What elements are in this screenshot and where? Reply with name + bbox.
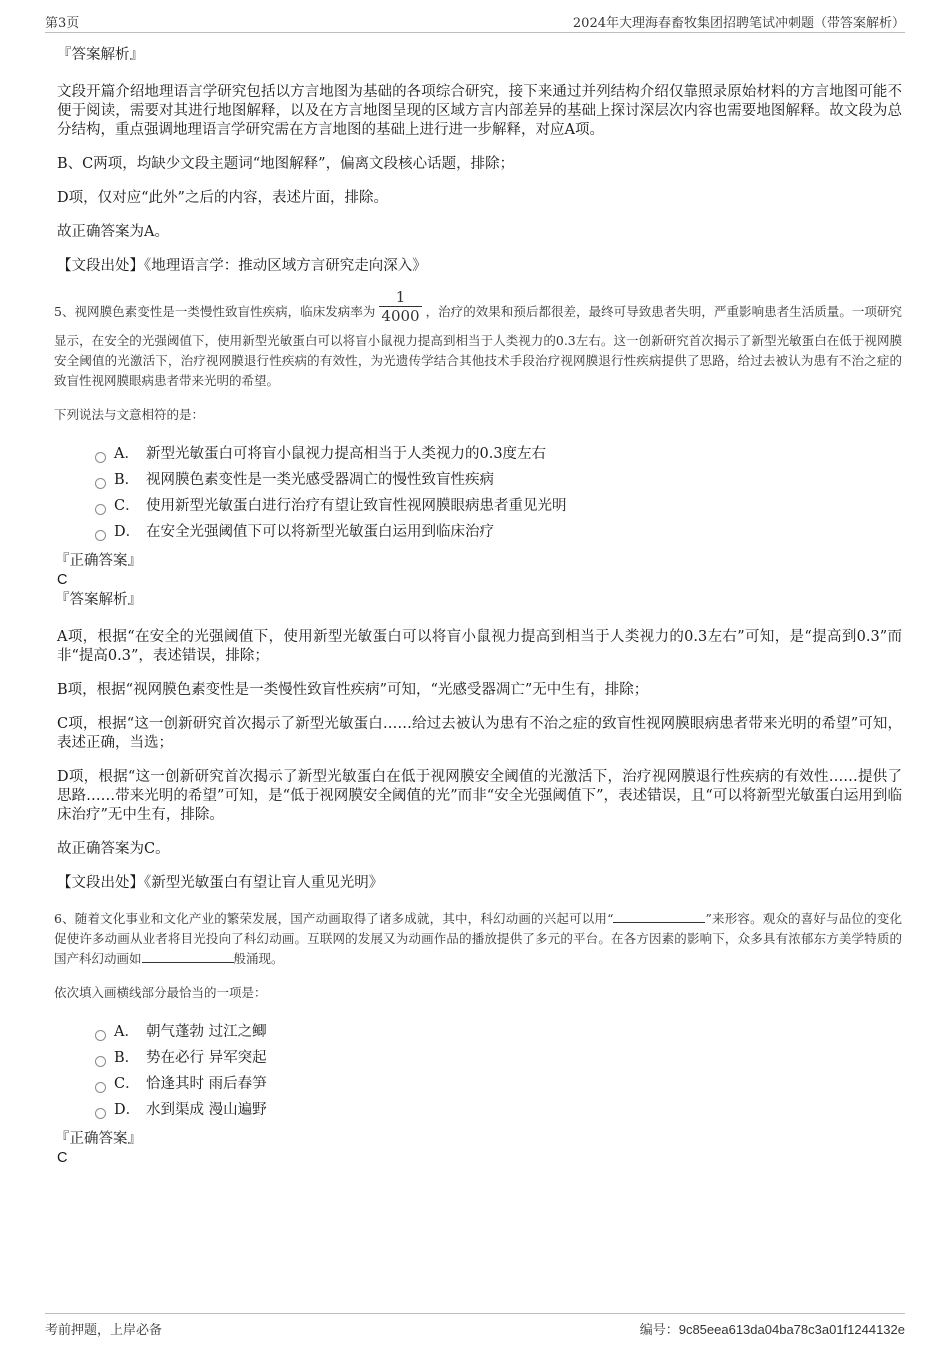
option-text: 水到渠成 漫山遍野: [146, 1101, 267, 1118]
option-letter: A．: [114, 445, 139, 462]
page-footer: [45, 1313, 905, 1340]
stem-text: 5、视网膜色素变性是一类慢性致盲性疾病，临床发病率为: [54, 304, 376, 319]
option-letter: D．: [114, 523, 141, 540]
option-text: 在安全光强阈值下可以将新型光敏蛋白运用到临床治疗: [146, 523, 494, 540]
option-a[interactable]: [95, 441, 902, 467]
analysis-paragraph: D项，根据“这一创新研究首次揭示了新型光敏蛋白在低于视网膜安全阈值的光激活下，治疗视网膜退行性疾病的有效性……提供了思路……带来光明的希望”可知，是“低于视网膜安全阈值的光”而非“安全光强阈值下”，表述错误，且“可以将新型光敏蛋白运用到临床治疗”无中生有，排除。: [57, 769, 902, 823]
option-text: 恰逢其时 雨后春笋: [146, 1075, 267, 1092]
radio-button[interactable]: [95, 1108, 106, 1119]
radio-button[interactable]: [95, 1030, 106, 1041]
radio-button[interactable]: [95, 504, 106, 515]
correct-answer-label: 『正确答案』: [55, 553, 142, 569]
correct-answer: C: [57, 1150, 68, 1166]
document-code: [640, 1319, 905, 1338]
option-text: 使用新型光敏蛋白进行治疗有望让致盲性视网膜眼病患者重见光明: [146, 497, 567, 514]
stem-text: 6、随着文化事业和文化产业的繁荣发展，国产动画取得了诸多成就，其中，科幻动画的兴起可以用“: [54, 911, 614, 926]
code-label: 编号：: [639, 1323, 679, 1338]
fill-blank: [142, 950, 234, 963]
option-text: 新型光敏蛋白可将盲小鼠视力提高相当于人类视力的0.3度左右: [146, 445, 547, 462]
option-c[interactable]: [95, 1071, 902, 1097]
fraction: [379, 288, 421, 325]
radio-button[interactable]: [95, 452, 106, 463]
radio-button[interactable]: [95, 530, 106, 541]
option-b[interactable]: [95, 1045, 902, 1071]
question-stem: [54, 909, 902, 969]
analysis-paragraph: B、C两项，均缺少文段主题词“地图解释”，偏离文段核心话题，排除；: [57, 156, 515, 172]
radio-button[interactable]: [95, 1082, 106, 1093]
page-header: [45, 10, 905, 33]
page-content: [54, 46, 902, 1167]
option-text: 视网膜色素变性是一类光感受器凋亡的慢性致盲性疾病: [146, 471, 494, 488]
stem-text: 般涌现。: [233, 951, 284, 966]
correct-answer-label: 『正确答案』: [55, 1131, 142, 1147]
option-d[interactable]: [95, 519, 902, 545]
radio-button[interactable]: [95, 478, 106, 489]
option-b[interactable]: [95, 467, 902, 493]
fill-blank: [613, 910, 705, 923]
option-c[interactable]: [95, 493, 902, 519]
option-d[interactable]: [95, 1097, 902, 1123]
option-letter: B．: [114, 1049, 140, 1066]
option-letter: A．: [114, 1023, 139, 1040]
source-citation: 【文段出处】《新型光敏蛋白有望让盲人重见光明》: [57, 875, 384, 891]
page-number: 第3页: [45, 16, 80, 31]
correct-answer: C: [57, 572, 68, 588]
source-citation: 【文段出处】《地理语言学：推动区域方言研究走向深入》: [57, 258, 427, 274]
analysis-paragraph: 故正确答案为A。: [57, 224, 169, 240]
code-value: 9c85eea613da04ba78c3a01f1244132e: [678, 1322, 905, 1337]
document-title: 2024年大理海春畜牧集团招聘笔试冲刺题（带答案解析）: [572, 16, 905, 31]
stem-text: ，治疗的效果和预后都很差，最终可导致患者失明，严重影响患者生活质量。一项研究显示，在安全的光强阈值下，使用新型光敏蛋白可以将盲小鼠视力提高到相当于人类视力的0.3左右。这一创新研究首次揭示了新型光敏蛋白在低于视网膜安全阈值的光激活下，治疗视网膜退行性疾病的有效性，为光遗传学结合其他技术手段治疗视网膜退行性疾病提供了思路，给过去被认为患有不治之症的致盲性视网膜眼病患者带来光明的希望。: [54, 304, 902, 388]
analysis-paragraph: 文段开篇介绍地理语言学研究包括以方言地图为基础的各项综合研究，接下来通过并列结构介绍仅靠照录原始材料的方言地图可能不便于阅读，需要对其进行地图解释，以及在方言地图呈现的区域方言内部差异的基础上探讨深层次内容也需要地图解释。故文段为总分结构，重点强调地理语言学研究需在方言地图的基础上进行进一步解释，对应A项。: [57, 84, 902, 138]
radio-button[interactable]: [95, 1056, 106, 1067]
option-letter: C．: [114, 1075, 140, 1092]
option-text: 势在必行 异军突起: [146, 1049, 267, 1066]
fraction-numerator: 1: [395, 288, 406, 306]
analysis-paragraph: 故正确答案为C。: [57, 841, 170, 857]
question-stem: [54, 288, 902, 391]
analysis-paragraph: D项，仅对应“此外”之后的内容，表述片面，排除。: [57, 190, 388, 206]
footer-slogan: 考前押题，上岸必备: [45, 1323, 163, 1338]
option-letter: B．: [114, 471, 140, 488]
option-list: [95, 441, 902, 545]
analysis-paragraph: B项，根据“视网膜色素变性是一类慢性致盲性疾病”可知，“光感受器凋亡”无中生有，排除；: [57, 682, 649, 698]
fraction-denominator: 4000: [381, 307, 420, 325]
option-letter: C．: [114, 497, 140, 514]
stem-text: ”来形容。观众的喜好与品位的变化促使许多动画从业者将目光投向了科幻动画。互联网的发展又为动画作品的播放提供了多元的平台。在各方因素的影响下，众多具有浓郁东方美学特质的国产科幻动画如: [54, 911, 902, 966]
question-prompt: 下列说法与文意相符的是：: [54, 407, 205, 422]
analysis-label: 『答案解析』: [55, 592, 142, 608]
analysis-label: 『答案解析』: [57, 47, 144, 63]
analysis-paragraph: A项，根据“在安全的光强阈值下，使用新型光敏蛋白可以将盲小鼠视力提高到相当于人类视力的0.3左右”可知，是“提高到0.3”而非“提高0.3”，表述错误，排除；: [57, 629, 902, 664]
option-a[interactable]: [95, 1019, 902, 1045]
option-list: [95, 1019, 902, 1123]
option-text: 朝气蓬勃 过江之鲫: [146, 1023, 267, 1040]
analysis-paragraph: C项，根据“这一创新研究首次揭示了新型光敏蛋白……给过去被认为患有不治之症的致盲性视网膜眼病患者带来光明的希望”可知，表述正确，当选；: [57, 716, 902, 751]
option-letter: D．: [114, 1101, 141, 1118]
question-prompt: 依次填入画横线部分最恰当的一项是：: [54, 985, 267, 1000]
